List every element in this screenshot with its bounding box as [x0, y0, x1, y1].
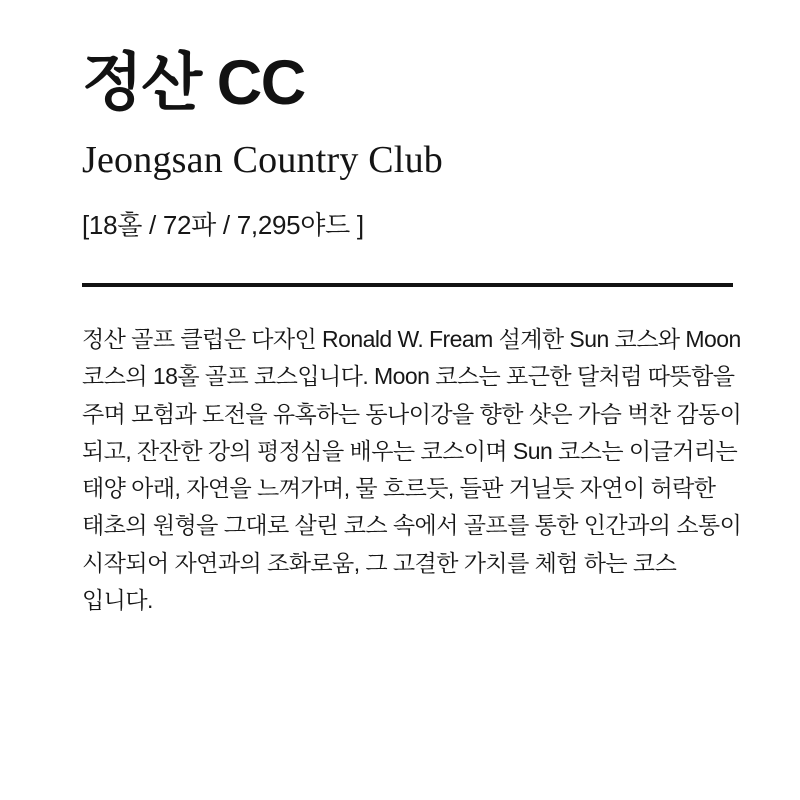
page-title-english: Jeongsan Country Club [82, 139, 443, 182]
course-description: 정산 골프 클럽은 다자인 Ronald W. Fream 설계한 Sun 코스와 Moon 코스의 18홀 골프 코스입니다. Moon 코스는 포근한 달처럼 따뜻함을 주며 모험과 도전을 유혹하는 동나이강을 향한 샷은 가슴 벅찬 감동이 되고, 잔잔한 강의 평정심을 배우는 코스이며 Sun 코스는 이글거리는 태양 아래, 자연을 느껴가며, 물 흐르듯, 들판 거닐듯 자연이 허락한 태초의 원형을 그대로 살린 코스 속에서 골프를 통한 인간과의 소통이 시작되어 자연과의 조화로움, 그 고결한 가치를 체험 하는 코스 입니다. [82, 326, 742, 613]
page-title-korean: 정산 CC [82, 48, 305, 118]
course-specs: [18홀 / 72파 / 7,295야드 ] [82, 209, 364, 240]
